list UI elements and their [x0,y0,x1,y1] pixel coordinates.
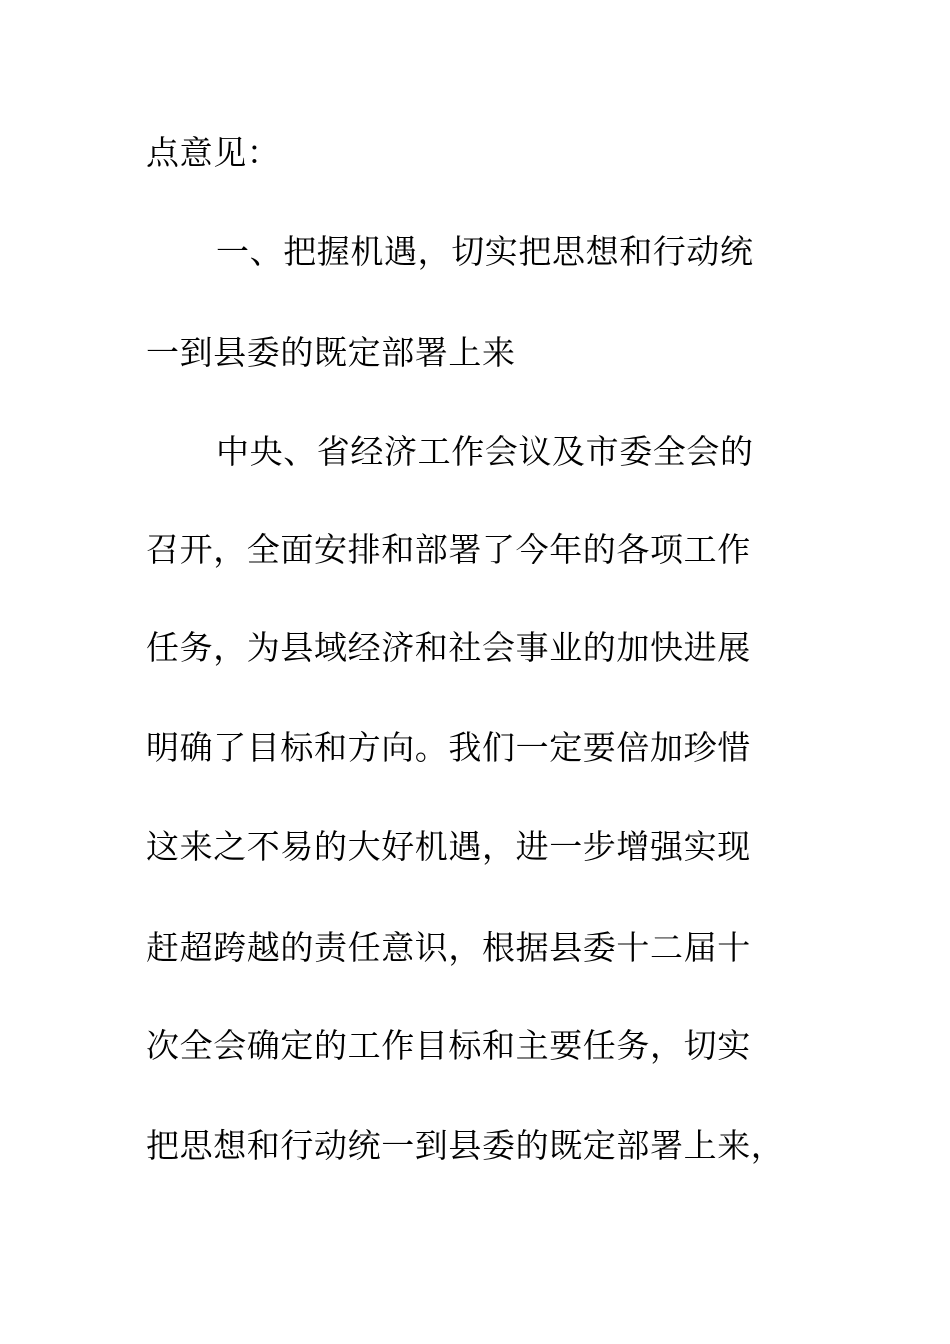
paragraph-line: 把思想和行动统一到县委的既定部署上来， [146,1126,785,1165]
section-heading-line: 一、把握机遇，切实把思想和行动统 [216,232,754,271]
paragraph-line: 次全会确定的工作目标和主要任务，切实 [146,1026,751,1065]
section-heading-line: 一到县委的既定部署上来 [146,333,516,372]
paragraph-line: 任务，为县域经济和社会事业的加快进展 [146,628,751,667]
paragraph-line: 这来之不易的大好机遇，进一步增强实现 [146,827,751,866]
paragraph-line: 召开，全面安排和部署了今年的各项工作 [146,530,751,569]
paragraph-line: 赶超跨越的责任意识，根据县委十二届十 [146,928,751,967]
paragraph-line: 明确了目标和方向。我们一定要倍加珍惜 [146,728,751,767]
text-line: 点意见： [146,133,281,172]
paragraph-line: 中央、省经济工作会议及市委全会的 [216,432,754,471]
